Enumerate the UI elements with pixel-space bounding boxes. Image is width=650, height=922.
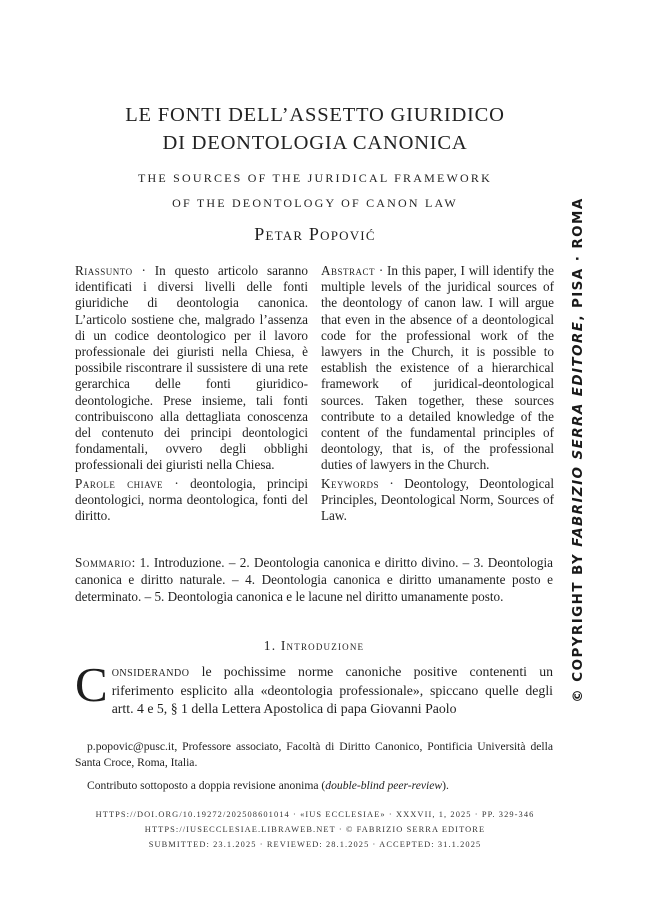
- parole-chiave-label: Parole chiave: [75, 475, 164, 491]
- publication-meta: [70, 807, 560, 852]
- abstract-english: [321, 263, 554, 524]
- abstract-paragraph: [321, 263, 554, 474]
- sommario-label: Sommario: [75, 555, 132, 570]
- subtitle-line-2: OF THE DEONTOLOGY OF CANON LAW: [172, 196, 458, 210]
- author-affiliation: p.popovic@pusc.it, Professore associato, Facoltà di Diritto Canonico, Pontificia Università della Santa Croce, Roma, Italia.: [75, 740, 553, 769]
- article-subtitle: [70, 166, 560, 216]
- abstract-label: Abstract: [321, 263, 376, 278]
- keywords-label: Keywords: [321, 475, 380, 491]
- keywords-paragraph: [321, 476, 554, 525]
- title-line-1: LE FONTI DELL’ASSETTO GIURIDICO: [125, 104, 505, 126]
- intro-text: le pochissime norme canoniche positive contenenti un riferimento esplicito alla «deontologia professionale», spiccano quelle degli artt. 4 e 5, § 1 della Lettera Apostolica di papa Giovanni Paolo: [111, 664, 553, 716]
- drop-cap: C: [75, 657, 108, 712]
- abstract-italian: [75, 263, 308, 524]
- peer-review-italic: double-blind peer-review: [325, 779, 443, 792]
- dates-line: SUBMITTED: 23.1.2025 · REVIEWED: 28.1.2025 · ACCEPTED: 31.1.2025: [148, 840, 482, 849]
- copyright-publisher: FABRIZIO SERRA EDITORE: [570, 320, 586, 547]
- abstract-text: · In this paper, I will identify the multiple levels of the juridical sources of the deontology of canon law. I will argue that even in the absence of a deontological code for the professional work of the lawyers in the Church, it is possible to establish the existence of a hierarchical framework of juridical-deontological sources. Taken together, these sources contribute to a detailed knowledge of the content of the fundamental principles of deontology, that is, of the professional duties of lawyers in the Church.: [321, 263, 554, 473]
- riassunto-paragraph: [75, 263, 308, 474]
- peer-review-prefix: Contributo sottoposto a doppia revisione anonima (: [87, 779, 326, 792]
- subtitle-line-1: THE SOURCES OF THE JURIDICAL FRAMEWORK: [138, 171, 492, 185]
- title-line-2: DI DEONTOLOGIA CANONICA: [162, 132, 468, 154]
- peer-review-note: [75, 778, 553, 794]
- riassunto-label: Riassunto: [75, 263, 133, 278]
- article-title: [70, 101, 560, 157]
- website-line: HTTPS://IUSECCLESIAE.LIBRAWEB.NET · © FABRIZIO SERRA EDITORE: [144, 825, 486, 834]
- copyright-prefix: © COPYRIGHT BY: [570, 546, 586, 703]
- parole-chiave-paragraph: [75, 476, 308, 525]
- copyright-notice: [570, 197, 586, 702]
- riassunto-text: · In questo articolo saranno identificati i diversi livelli delle fonti giuridiche di deontologia canonica. L’articolo sostiene che, malgrado l’assenza di un codice deontologico per il lavoro professionale dei giuristi nella Chiesa, è possibile riscontrare il sussistere di una rete gerarchica delle fonti giuridico-deontologiche. Prese insieme, tali fonti contribuiscono alla dettagliata conoscenza del contenuto dei principi deontologici fondamentali, ovvero degli obblighi professionali dei giuristi nella Chiesa.: [75, 263, 308, 473]
- sommario-text: : 1. Introduzione. – 2. Deontologia canonica e diritto divino. – 3. Deontologia canonica e diritto naturale. – 4. Deontologia canonica e diritto umanamente posto e determinato. – 5. Deontologia canonica e le lacune nel diritto umanamente posto.: [75, 555, 553, 604]
- intro-smallcaps: onsiderando: [111, 664, 190, 679]
- parole-chiave-text: · deontologia, principi deontologici, norma deontologica, fonti del diritto.: [75, 475, 309, 524]
- peer-review-suffix: ).: [442, 779, 449, 792]
- author-name: Petar Popović: [254, 224, 376, 244]
- intro-paragraph: [75, 657, 553, 719]
- sommario: [75, 555, 553, 605]
- doi-line: HTTPS://DOI.ORG/10.19272/202508601014 · «IUS ECCLESIAE» · XXXVII, 1, 2025 · PP. 329-346: [95, 810, 535, 819]
- keywords-text: · Deontology, Deontological Principles, Deontological Norm, Sources of Law.: [321, 475, 554, 524]
- footnote: [75, 739, 553, 794]
- copyright-suffix: , PISA · ROMA: [570, 197, 586, 321]
- section-heading: 1. Introduzione: [263, 638, 365, 653]
